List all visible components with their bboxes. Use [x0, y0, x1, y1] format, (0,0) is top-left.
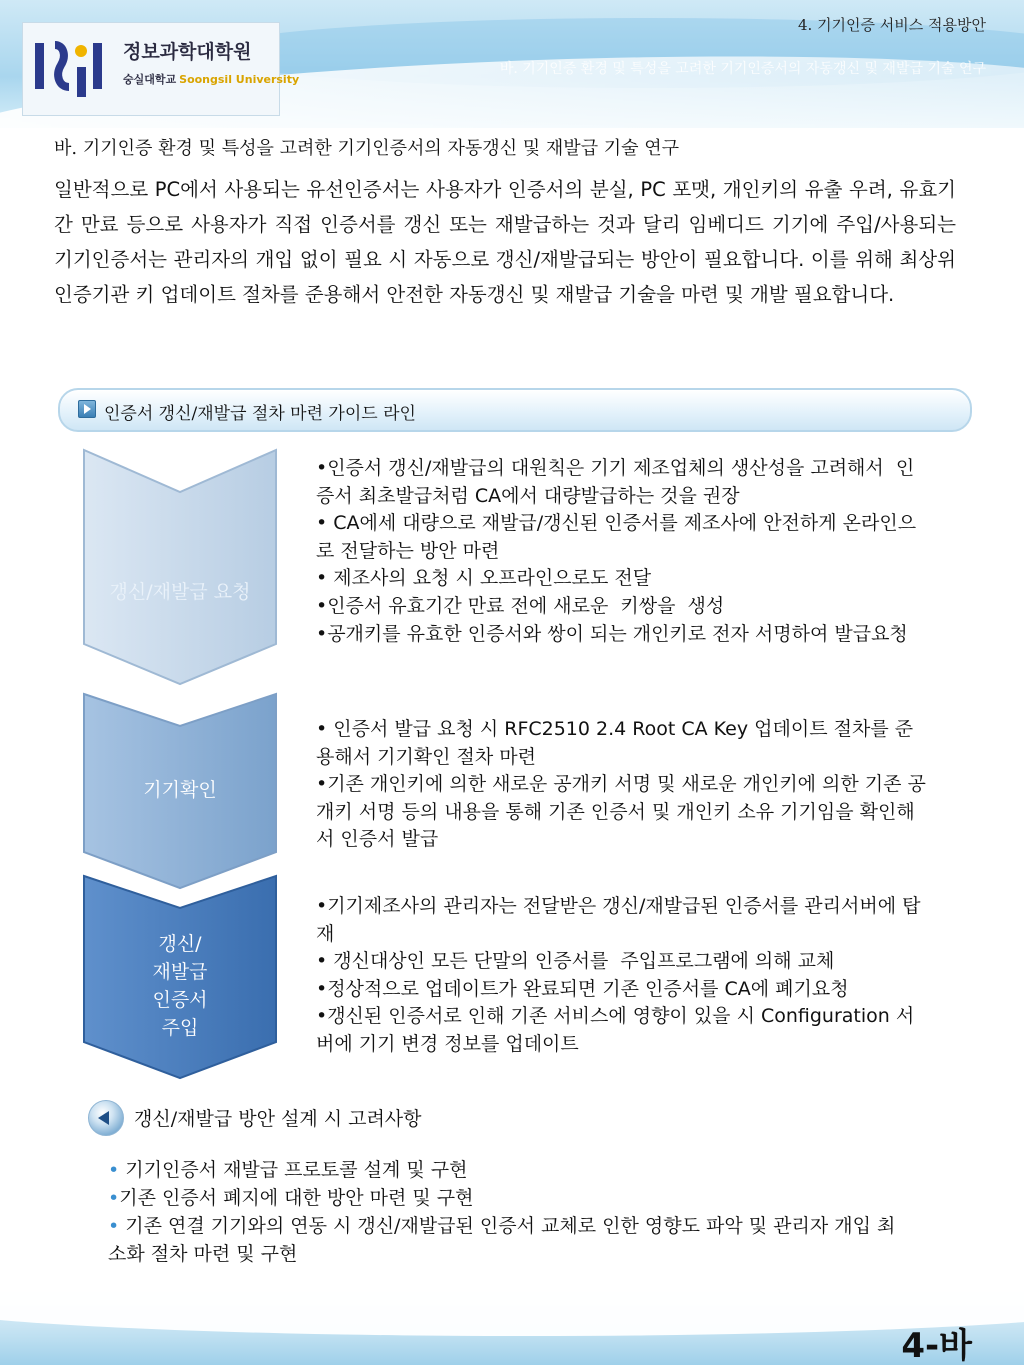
logo-name-korean: 정보과학대학원	[123, 41, 252, 63]
guide-title-bar	[58, 388, 972, 432]
list-item	[108, 1212, 908, 1268]
page-number: 4-바	[901, 1326, 972, 1366]
footer-band	[0, 1292, 1024, 1365]
list-item-text: 기존 인증서 폐지에 대한 방안 마련 및 구현	[119, 1187, 474, 1209]
bullet-dot: •	[108, 1159, 120, 1181]
guide-title: 인증서 갱신/재발급 절차 마련 가이드 라인	[104, 404, 416, 424]
logo-emblem-icon	[33, 37, 113, 101]
list-item-text: 기존 연결 기기와의 연동 시 갱신/재발급된 인증서 교체로 인한 영향도 파악 및 관리자 개입 최소화 절차 마련 및 구현	[108, 1215, 896, 1265]
list-item	[108, 1184, 908, 1212]
step-label-line: 갱신/	[158, 933, 202, 955]
step-bullet: • 갱신대상인 모든 단말의 인증서를 주입프로그램에 의해 교체	[316, 950, 835, 973]
logo-subtitle	[123, 71, 299, 87]
step-bullet: •공개키를 유효한 인증서와 쌍이 되는 개인키로 전자 서명하여 발급요청	[316, 622, 908, 645]
step-label: 갱신/재발급 요청	[109, 581, 251, 603]
step-bullet: •갱신된 인증서로 인해 기존 서비스에 영향이 있을 시 Configuration 서버에 기기 변경 정보를 업데이트	[316, 1005, 915, 1055]
logo-sub-korean: 숭실대학교	[123, 73, 177, 86]
step-bullet: •기기제조사의 관리자는 전달받은 갱신/재발급된 인증서를 관리서버에 탑재	[316, 895, 921, 945]
header-subtitle: 바. 기기인증 환경 및 특성을 고려한 기기인증서의 자동갱신 및 재발급 기술 연구	[499, 61, 986, 77]
step-inject-chevron	[82, 874, 278, 1080]
step-inject-description	[316, 893, 926, 1059]
step-verify-chevron	[82, 692, 278, 890]
bullet-dot: •	[108, 1215, 120, 1237]
arrow-orb-icon	[88, 1100, 124, 1136]
list-item	[108, 1156, 908, 1184]
step-bullet: • 제조사의 요청 시 오프라인으로도 전달	[316, 567, 652, 590]
logo-sub-english: Soongsil University	[179, 73, 300, 86]
considerations-list	[108, 1156, 908, 1268]
chevron-shape	[82, 448, 278, 686]
step-label: 기기확인	[143, 779, 217, 801]
step-bullet: •정상적으로 업데이트가 완료되면 기존 인증서를 CA에 폐기요청	[316, 977, 849, 1000]
step-bullet: •인증서 갱신/재발급의 대원칙은 기기 제조업체의 생산성을 고려해서 인증서 최초발급처럼 CA에서 대량발급하는 것을 권장	[316, 457, 915, 507]
step-request-chevron	[82, 448, 278, 686]
considerations-header	[88, 1100, 588, 1136]
step-bullet: •기존 개인키에 의한 새로운 공개키 서명 및 새로운 개인키에 의한 기존 공개키 서명 등의 내용을 통해 기존 인증서 및 개인키 소유 기기임을 확인해서 인증서 발급	[316, 773, 926, 851]
step-bullet: • 인증서 발급 요청 시 RFC2510 2.4 Root CA Key 업데이트 절차를 준용해서 기기확인 절차 마련	[316, 718, 914, 768]
considerations-title: 갱신/재발급 방안 설계 시 고려사항	[134, 1108, 422, 1130]
step-bullet: • CA에세 대량으로 재발급/갱신된 인증서를 제조사에 안전하게 온라인으로 전달하는 방안 마련	[316, 512, 917, 562]
play-bullet-icon	[78, 400, 96, 418]
university-logo	[22, 22, 300, 116]
step-label-line: 재발급	[152, 961, 208, 983]
section-label: 4. 기기인증 서비스 적용방안	[797, 16, 986, 34]
bullet-dot: •	[108, 1187, 120, 1209]
step-label-line: 인증서	[152, 989, 208, 1011]
footer-wave-decoration	[0, 1266, 1024, 1336]
intro-paragraph: 일반적으로 PC에서 사용되는 유선인증서는 사용자가 인증서의 분실, PC 포맷, 개인키의 유출 우려, 유효기간 만료 등으로 사용자가 직접 인증서를 갱신 또는 재발급하는 것과 달리 임베디드 기기에 주입/사용되는 기기인증서는 관리자의 개입 없이 필요 시 자동으로 갱신/재발급되는 방안이 필요합니다. 이를 위해 최상위 인증기관 키 업데이트 절차를 준용해서 안전한 자동갱신 및 재발급 기술을 마련 및 개발 필요합니다.	[54, 178, 956, 306]
list-item-text: 기기인증서 재발급 프로토콜 설계 및 구현	[119, 1159, 468, 1181]
page-heading: 바. 기기인증 환경 및 특성을 고려한 기기인증서의 자동갱신 및 재발급 기술 연구	[54, 138, 680, 159]
step-verify-description	[316, 716, 926, 854]
step-label	[82, 930, 278, 1042]
step-bullet: •인증서 유효기간 만료 전에 새로운 키쌍을 생성	[316, 594, 725, 617]
step-label-line: 주입	[161, 1017, 199, 1039]
step-request-description	[316, 455, 926, 648]
